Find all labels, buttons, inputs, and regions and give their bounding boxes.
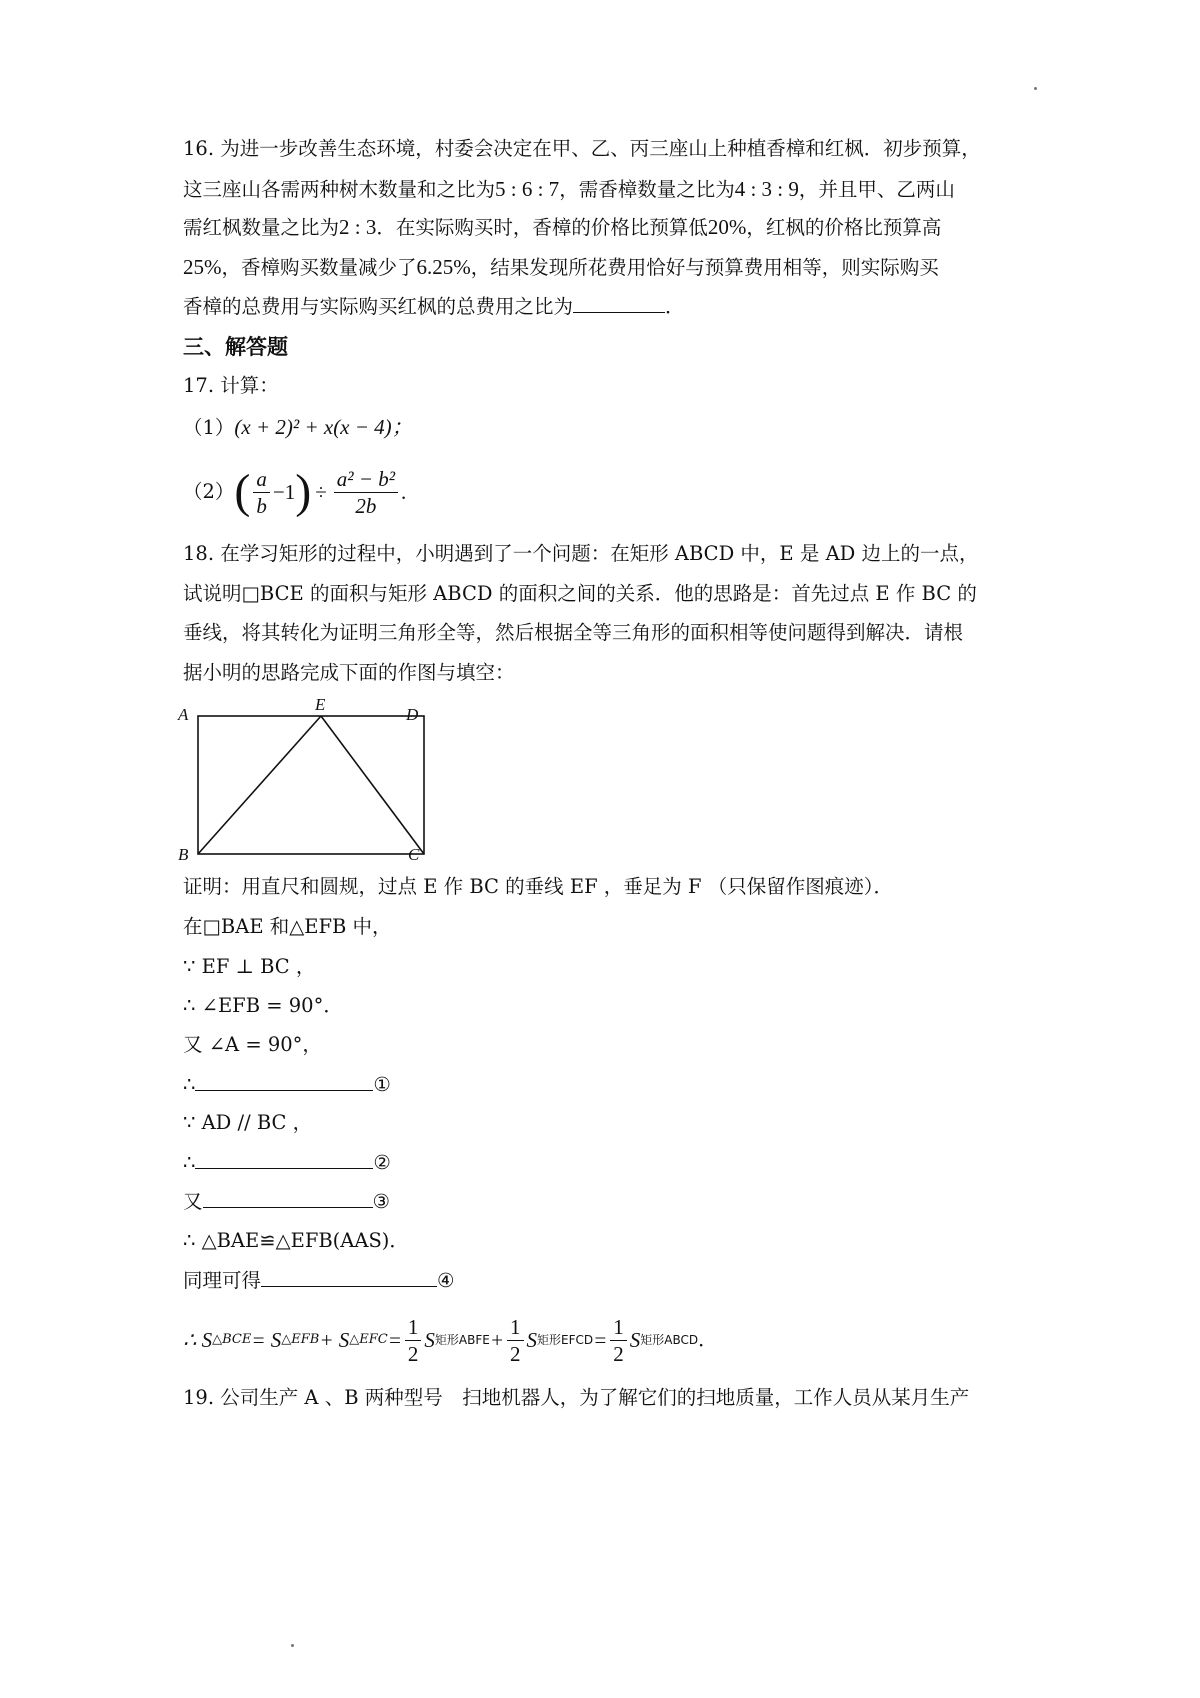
q16-line3: 需红枫数量之比为2 : 3．在实际购买时，香樟的价格比预算低20%，红枫的价格比预算高 xyxy=(183,215,942,239)
q17-label: 17. 计算： xyxy=(183,374,279,397)
left-paren: ( xyxy=(234,465,251,518)
blank-4[interactable] xyxy=(261,1266,437,1287)
scan-speck-top xyxy=(1034,87,1037,90)
fraction-a2-b2-over-2b: $\frac{\text{a² − b²}}{2b}$ xyxy=(334,466,398,519)
q16-pct3: 6.25% xyxy=(416,255,471,279)
q16-line5: 香樟的总费用与实际购买红枫的总费用之比为 ． xyxy=(183,292,685,321)
segment-eb xyxy=(198,716,321,854)
q18-line3: 垂线，将其转化为证明三角形全等，然后根据全等三角形的面积相等使问题得到解决．请根 xyxy=(183,621,964,644)
q16-line1: 16. 为进一步改善生态环境，村委会决定在甲、乙、丙三座山上种植香樟和红枫．初步预算， xyxy=(183,137,981,160)
label-b: B xyxy=(178,845,189,864)
q16-ratio1: 5 : 6 : 7 xyxy=(495,177,560,201)
half-fraction-3: $\frac{1}{2}$ xyxy=(610,1314,627,1367)
q17-part2: （2） ( $\frac{a}{b}$ −1 ) ÷ $\frac{\text{a² − b²}}{2b}$ . xyxy=(183,465,407,518)
right-paren: ) xyxy=(295,465,312,518)
blank-1[interactable] xyxy=(195,1070,373,1091)
blank-2[interactable] xyxy=(195,1148,373,1169)
q16-pct1: 20% xyxy=(707,215,747,239)
blank-3[interactable] xyxy=(203,1187,373,1208)
q18-blank2-line: ∴ ② xyxy=(183,1148,391,1177)
q16-line2: 这三座山各需两种树木数量和之比为5 : 6 : 7，需香樟数量之比为4 : 3 : 9，并且甲、乙两山 xyxy=(183,177,955,201)
q18-proof-line4: ∴ ∠EFB = 90°． xyxy=(183,994,343,1017)
label-a: A xyxy=(178,705,189,724)
label-d: D xyxy=(406,705,419,724)
q18-proof-line10: ∴ △BAE≌△EFB(AAS)． xyxy=(183,1229,409,1252)
segment-ec xyxy=(321,716,424,854)
rectangle-abcd-figure xyxy=(170,698,470,878)
q18-proof-line3: ∵ EF ⊥ BC ， xyxy=(183,955,316,978)
q18-blank1-line: ∴ ① xyxy=(183,1070,391,1099)
q17-part1: （1）(x + 2)² + x(x − 4)； xyxy=(183,415,413,439)
q18-line4: 据小明的思路完成下面的作图与填空： xyxy=(183,661,515,684)
half-fraction-2: $\frac{1}{2}$ xyxy=(507,1314,524,1367)
half-fraction-1: $\frac{1}{2}$ xyxy=(405,1314,422,1367)
label-c: C xyxy=(408,845,420,864)
scan-speck-bottom xyxy=(291,1644,294,1647)
q16-answer-blank[interactable] xyxy=(573,292,665,313)
q16-pct2: 25% xyxy=(183,255,222,279)
q18-line1: 18. 在学习矩形的过程中，小明遇到了一个问题：在矩形 ABCD 中，E 是 AD 边上的一点， xyxy=(183,542,979,565)
q16-ratio3: 2 : 3 xyxy=(339,215,377,239)
q18-proof-line2: 在□BAE 和△EFB 中， xyxy=(183,915,392,938)
q18-line2: 试说明□BCE 的面积与矩形 ABCD 的面积之间的关系．他的思路是：首先过点 E 作 BC 的 xyxy=(183,582,977,605)
q18-proof-line7: ∵ AD // BC ， xyxy=(183,1111,313,1134)
rectangle-abcd xyxy=(198,716,424,854)
section-heading: 三、解答题 xyxy=(183,334,288,359)
q17-part1-expression: (x + 2)² + x(x − 4)； xyxy=(234,415,413,439)
q16-line4: 25%，香樟购买数量减少了6.25%，结果发现所花费用恰好与预算费用相等，则实际购买 xyxy=(183,255,939,279)
q18-area-equation: ∴ S △BCE = S △EFB + S △EFC = $\frac{1}{2}$ S 矩形ABFE + $\frac{1}{2}$ S 矩形EFCD = $\frac{1}{2}$ S 矩形ABCD ． xyxy=(183,1314,718,1366)
fraction-a-over-b: $\frac{a}{b}$ xyxy=(253,466,270,519)
q18-blank3-line: 又 ③ xyxy=(183,1187,390,1216)
q19-line1: 19. 公司生产 A 、B 两种型号 扫地机器人，为了解它们的扫地质量，工作人员从某月生产 xyxy=(183,1386,970,1409)
q18-proof-line1: 证明：用直尺和圆规，过点 E 作 BC 的垂线 EF ，垂足为 F （只保留作图痕迹）． xyxy=(183,875,893,898)
q18-proof-line5: 又 ∠A = 90°， xyxy=(183,1033,322,1056)
label-e: E xyxy=(315,698,326,714)
q18-blank4-line: 同理可得 ④ xyxy=(183,1266,455,1295)
q16-ratio2: 4 : 3 : 9 xyxy=(734,177,799,201)
